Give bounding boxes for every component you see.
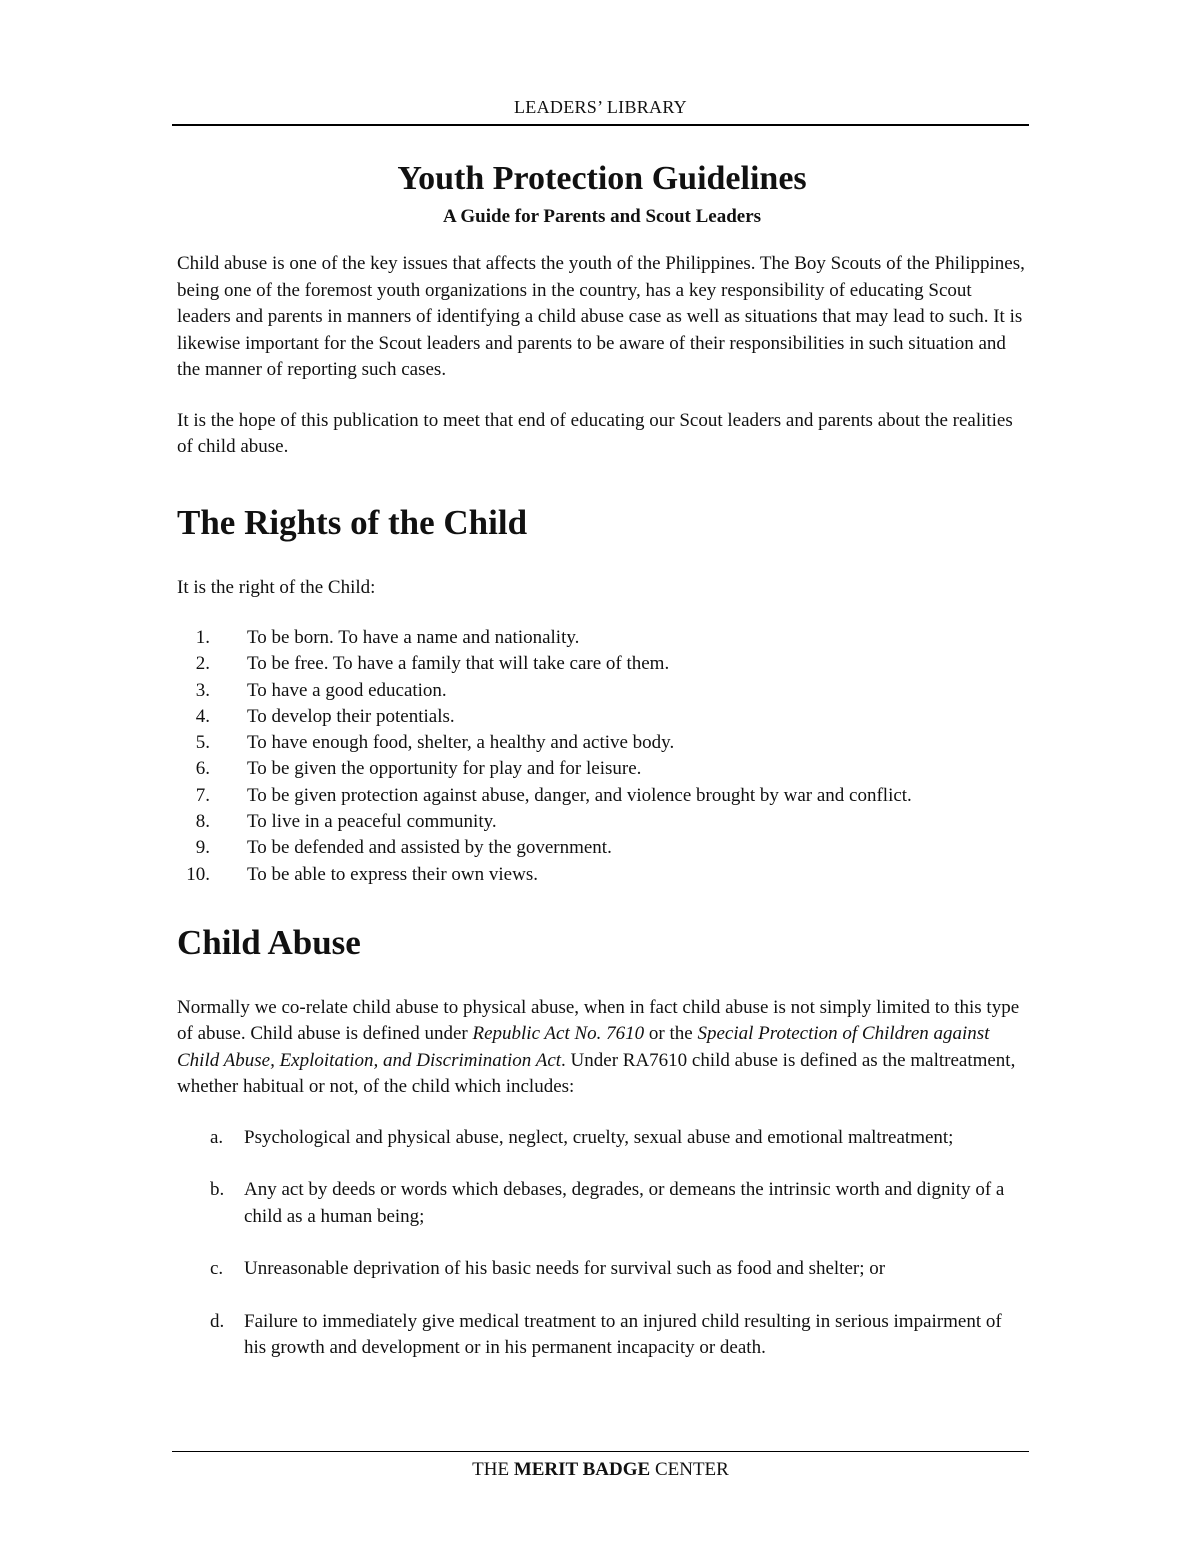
child-abuse-heading: Child Abuse [177, 922, 361, 962]
list-number: 3. [195, 679, 210, 701]
list-item [177, 1309, 1027, 1362]
footer-rule [172, 1451, 1029, 1452]
list-letter: d. [210, 1310, 225, 1332]
paragraph-text: . Under RA7610 child abuse is defined as the maltreatment, whether habitual or not, of the child which includes: [177, 1049, 1016, 1098]
list-number: 5. [195, 732, 210, 754]
list-item-text: To have a good education. [247, 679, 447, 701]
republic-act-reference: Republic Act No. 7610 [472, 1023, 645, 1045]
list-item-text: To be defended and assisted by the government. [247, 837, 612, 859]
list-number: 4. [195, 705, 210, 727]
list-item [177, 678, 1027, 704]
list-number: 7. [195, 784, 210, 806]
list-item [177, 625, 1027, 651]
list-letter: c. [210, 1258, 224, 1280]
list-item-text: Psychological and physical abuse, neglect, cruelty, sexual abuse and emotional maltreatment; [244, 1126, 954, 1148]
list-item-text: To have enough food, shelter, a healthy and active body. [247, 732, 675, 754]
running-footer [172, 1459, 1029, 1481]
list-item [177, 730, 1027, 756]
list-number: 8. [195, 811, 210, 833]
list-number: 9. [195, 837, 210, 859]
paragraph-text: or the [644, 1023, 698, 1045]
list-number: 1. [195, 627, 210, 648]
rights-intro: It is the right of the Child: [177, 576, 376, 598]
intro-paragraph-2: It is the hope of this publication to meet that end of educating our Scout leaders and parents about the realities of child abuse. [177, 409, 1013, 457]
list-item-text: Any act by deeds or words which debases, degrades, or demeans the intrinsic worth and dignity of a child as a human being; [244, 1179, 1005, 1227]
list-item [177, 862, 1027, 888]
list-item-text: To be free. To have a family that will take care of them. [247, 653, 670, 675]
list-item [177, 1177, 1027, 1230]
intro-paragraph-1: Child abuse is one of the key issues that affects the youth of the Philippines. The Boy Scouts of the Philippines, being one of the foremost youth organizations in the country, has a key responsibility of educating Scout leaders and parents in manners of identifying a child abuse case as well as situations that may lead to such. It is likewise important for the Scout leaders and parents to be aware of their responsibilities in such situation and the manner of reporting such cases. [177, 253, 1025, 380]
list-item [177, 1125, 1027, 1152]
list-item [177, 651, 1027, 677]
list-item [177, 835, 1027, 861]
footer-brand: MERIT BADGE [513, 1459, 651, 1480]
list-item [177, 1256, 1027, 1283]
rights-heading: The Rights of the Child [177, 502, 528, 542]
header-rule [172, 124, 1029, 126]
list-item [177, 783, 1027, 809]
paragraph-text: Normally we co-relate child abuse to physical abuse, when in fact child abuse is not simply limited to this type of abuse. Child abuse is defined under [177, 996, 1020, 1045]
list-letter: a. [210, 1126, 224, 1148]
list-item-text: Failure to immediately give medical treatment to an injured child resulting in serious impairment of his growth and development or in his permanent incapacity or death. [244, 1310, 1002, 1359]
page-title: Youth Protection Guidelines [397, 160, 807, 197]
act-title-reference: Special Protection of Children against Child Abuse, Exploitation, and Discrimination Act [177, 1023, 990, 1071]
list-item-text: To live in a peaceful community. [247, 811, 497, 833]
list-item [177, 704, 1027, 730]
main-content [177, 156, 1027, 1388]
rights-list [177, 625, 1027, 888]
footer-text: CENTER [650, 1459, 729, 1480]
list-item-text: To be born. To have a name and nationality. [247, 627, 580, 648]
list-number: 10. [186, 863, 210, 885]
list-item [177, 756, 1027, 782]
page-subtitle: A Guide for Parents and Scout Leaders [442, 206, 762, 227]
list-item [177, 809, 1027, 835]
list-number: 2. [195, 653, 210, 675]
list-item-text: To be given protection against abuse, danger, and violence brought by war and conflict. [247, 784, 912, 806]
running-header: LEADERS’ LIBRARY [514, 97, 687, 117]
list-letter: b. [210, 1179, 225, 1201]
abuse-definition-list [177, 1125, 1027, 1362]
list-item-text: To be able to express their own views. [247, 863, 538, 885]
list-item-text: To develop their potentials. [247, 705, 455, 727]
child-abuse-paragraph [177, 995, 1027, 1101]
footer-text: THE [472, 1459, 514, 1480]
list-item-text: Unreasonable deprivation of his basic needs for survival such as food and shelter; or [244, 1258, 886, 1280]
list-number: 6. [195, 758, 210, 780]
list-item-text: To be given the opportunity for play and for leisure. [247, 758, 642, 780]
